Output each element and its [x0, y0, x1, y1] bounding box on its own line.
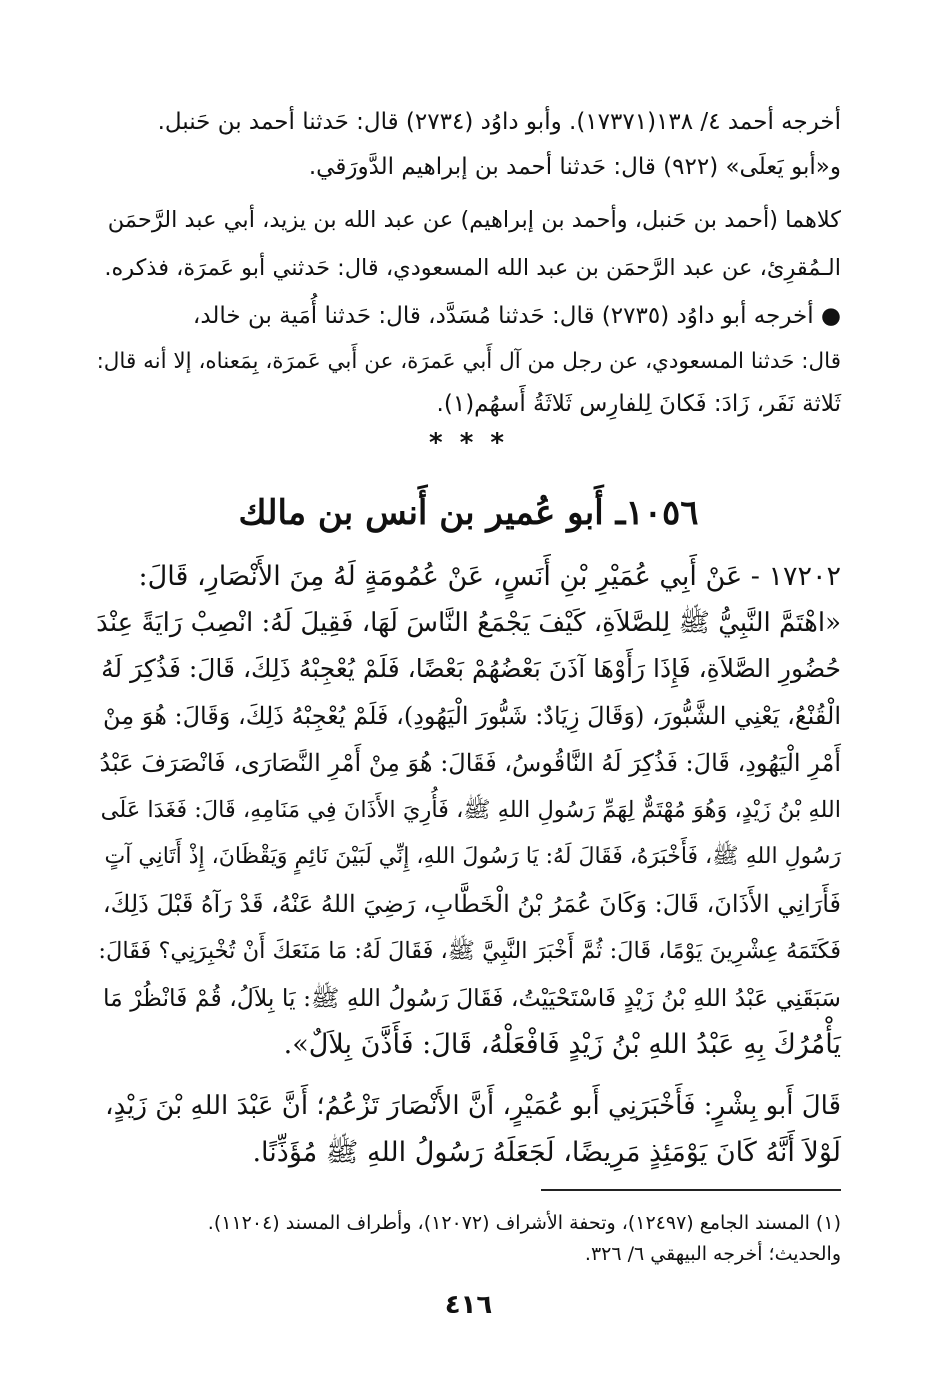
section-separator: * * *: [429, 428, 508, 458]
source-line-6: قال: حَدثنا المسعودي، عن رجل من آل أَبي عَمرَة، عن أَبي عَمرَة، بِمَعناه، إلا أنه قال:: [96, 349, 841, 374]
hadith-line-2: «اهْتَمَّ النَّبِيُّ ﷺ لِلصَّلاَةِ، كَيْفَ يَجْمَعُ النَّاسَ لَهَا، فَقِيلَ لَهُ: انْصِبْ رَايَةً عِنْدَ: [96, 608, 841, 638]
hadith-line-11: يَأْمُرُكَ بِهِ عَبْدُ اللهِ بْنُ زَيْدٍ فَافْعَلْهُ، قَالَ: فَأَذَّنَ بِلاَلٌ».: [283, 1029, 841, 1060]
source-line-5: ● أخرجه أبو داوُد (٢٧٣٥) قال: حَدثنا مُسَدَّد، قال: حَدثنا أُمَية بن خالد،: [192, 303, 841, 329]
hadith-line-3: حُضُورِ الصَّلاَةِ، فَإِذَا رَأَوْهَا آذَنَ بَعْضُهُمْ بَعْضًا، فَلَمْ يُعْجِبْهُ ذَلِكَ، قَالَ: فَذُكِرَ لَهُ: [101, 654, 841, 683]
hadith-line-5: أَمْرِ الْيَهُودِ، قَالَ: فَذُكِرَ لَهُ النَّاقُوسُ، فَقَالَ: هُوَ مِنْ أَمْرِ النَّصَارَى، فَانْصَرَفَ عَبْدُ: [99, 749, 841, 777]
hadith-line-10: سَبَقَنِي عَبْدُ اللهِ بْنُ زَيْدٍ فَاسْتَحْيَيْتُ، فَقَالَ رَسُولُ اللهِ ﷺ: يَا بِلاَلُ، قُمْ فَانْظُرْ مَا: [103, 984, 841, 1012]
source-line-2: و«أبو يَعلَى» (٩٢٢) قال: حَدثنا أحمد بن إبراهيم الدَّورَقي.: [308, 154, 841, 180]
hadith-line-13: لَوْلاَ أَنَّهُ كَانَ يَوْمَئِذٍ مَرِيضًا، لَجَعَلَهُ رَسُولُ اللهِ ﷺ مُؤَذِّنًا.: [252, 1137, 841, 1168]
hadith-line-12: قَالَ أَبو بِشْرٍ: فَأَخْبَرَنِي أَبو عُمَيْرٍ، أَنَّ الأَنْصَارَ تَزْعُمُ؛ أَنَّ عَبْدَ اللهِ بْنَ زَيْدٍ،: [105, 1091, 841, 1121]
hadith-line-6: اللهِ بْنُ زَيْدٍ، وَهُوَ مُهْتَمٌّ لِهَمِّ رَسُولِ اللهِ ﷺ، فَأُرِيَ الأَذَانَ فِي مَنَامِهِ، قَالَ: فَغَدَا عَلَى: [100, 797, 841, 823]
footnote-2: والحديث؛ أخرجه البيهقي ٦/ ٣٢٦.: [584, 1243, 841, 1265]
chapter-heading: ١٠٥٦ـ أَبو عُمير بن أَنس بن مالك: [238, 493, 699, 533]
page-number: ٤١٦: [444, 1290, 493, 1320]
footnote-1: (١) المسند الجامع (١٢٤٩٧)، وتحفة الأشراف (١٢٠٧٢)، وأطراف المسند (١١٢٠٤).: [207, 1212, 841, 1234]
hadith-line-9: فَكَتَمَهُ عِشْرِينَ يَوْمًا، قَالَ: ثُمَّ أَخْبَرَ النَّبِيَّ ﷺ، فَقَالَ لَهُ: مَا مَنَعَكَ أَنْ تُخْبِرَنِي؟ فَقَالَ:: [98, 938, 841, 964]
source-line-4: الـمُقرِئ، عن عبد الرَّحمَن بن عبد الله المسعودي، قال: حَدثني أبو عَمرَة، فذكره.: [104, 255, 841, 281]
source-line-3: كلاهما (أحمد بن حَنبل، وأحمد بن إبراهيم) عن عبد الله بن يزيد، أبي عبد الرَّحمَن: [107, 207, 841, 233]
footnote-divider: [541, 1189, 841, 1191]
hadith-line-8: فَأَرَانِي الأَذَانَ، قَالَ: وَكَانَ عُمَرُ بْنُ الْخَطَّابِ، رَضِيَ اللهُ عَنْهُ، قَدْ رَآهُ قَبْلَ ذَلِكَ،: [102, 890, 841, 918]
hadith-line-4: الْقُنْعُ، يَعْنِي الشَّبُّورَ، (وَقَالَ زِيَادٌ: شَبُّورَ الْيَهُودِ)، فَلَمْ يُعْجِبْهُ ذَلِكَ، وَقَالَ: هُوَ مِنْ: [103, 702, 841, 730]
source-line-7: ثَلاثة نَفَر، زَادَ: فَكانَ لِلفارِس ثَلاثَةُ أَسهُم(١).: [436, 391, 841, 417]
hadith-line-1: ١٧٢٠٢ - عَنْ أَبِي عُمَيْرِ بْنِ أَنَسٍ، عَنْ عُمُومَةٍ لَهُ مِنَ الأَنْصَارِ، قَالَ:: [138, 561, 841, 592]
hadith-line-7: رَسُولِ اللهِ ﷺ، فَأَخْبَرَهُ، فَقَالَ لَهُ: يَا رَسُولَ اللهِ، إِنِّي لَبَيْنَ نَائِمٍ وَيَقْظَانَ، إِذْ أَتَانِي آتٍ: [104, 844, 841, 869]
source-line-1: أخرجه أحمد ٤/ ١٣٨(١٧٣٧١). وأبو داوُد (٢٧٣٤) قال: حَدثنا أحمد بن حَنبل.: [157, 109, 841, 135]
